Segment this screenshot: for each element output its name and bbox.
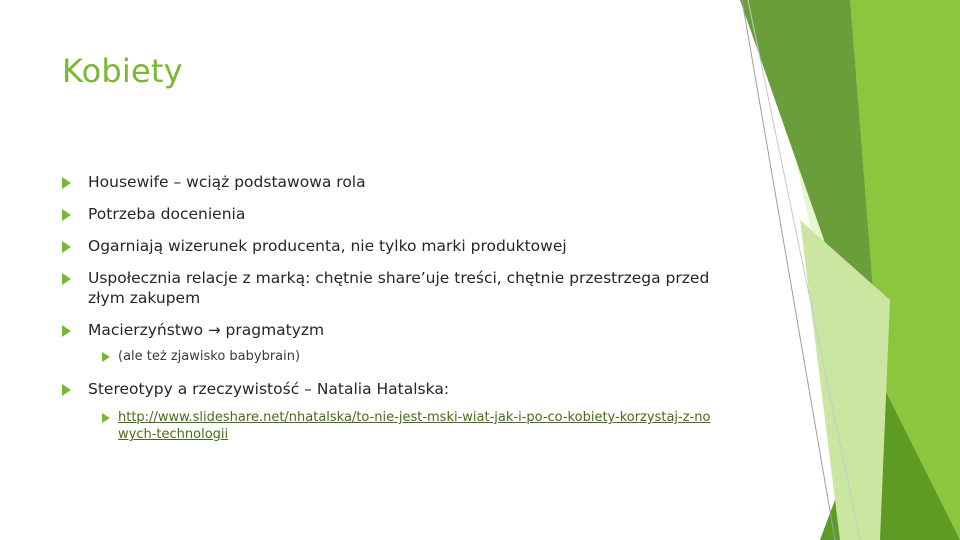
bullet-item bbox=[62, 204, 712, 224]
bullet-text: Macierzyństwo bbox=[88, 321, 204, 339]
bullet-item bbox=[62, 320, 712, 340]
bullet-text: Stereotypy a rzeczywistość – Natalia Hatalska: bbox=[88, 380, 450, 398]
bullet-item bbox=[62, 172, 712, 192]
bullet-marker-icon bbox=[62, 384, 71, 396]
sub-bullet-item bbox=[62, 348, 712, 365]
bullet-text: Housewife – wciąż podstawowa rola bbox=[88, 173, 366, 191]
bullet-marker-icon bbox=[62, 273, 71, 285]
bullet-marker-icon bbox=[62, 241, 71, 253]
bullet-item bbox=[62, 268, 712, 308]
slide-title: Kobiety bbox=[62, 52, 183, 90]
bullet-text: Ogarniają wizerunek producenta, nie tylko marki produktowej bbox=[88, 237, 567, 255]
bullet-text: Potrzeba docenienia bbox=[88, 205, 246, 223]
bullet-item bbox=[62, 379, 712, 399]
bullet-list bbox=[62, 172, 712, 443]
bullet-marker-icon bbox=[62, 209, 71, 221]
bullet-item bbox=[62, 236, 712, 256]
sub-bullet-text: (ale też zjawisko babybrain) bbox=[118, 349, 301, 364]
bullet-marker-icon bbox=[62, 177, 71, 189]
sub-bullet-marker-icon bbox=[102, 413, 110, 423]
slideshare-link[interactable]: http://www.slideshare.net/nhatalska/to-nie-jest-mski-wiat-jak-i-po-co-kobiety-korzystaj-z-nowych-technologii bbox=[118, 410, 711, 442]
bullet-text: Uspołecznia relacje z marką: chętnie share’uje treści, chętnie przestrzega przed złym zakupem bbox=[88, 269, 710, 307]
arrow-right-icon: → bbox=[208, 321, 221, 339]
bullet-marker-icon bbox=[62, 325, 71, 337]
bullet-text: pragmatyzm bbox=[225, 321, 325, 339]
sub-bullet-item bbox=[62, 409, 718, 443]
sub-bullet-marker-icon bbox=[102, 352, 110, 362]
